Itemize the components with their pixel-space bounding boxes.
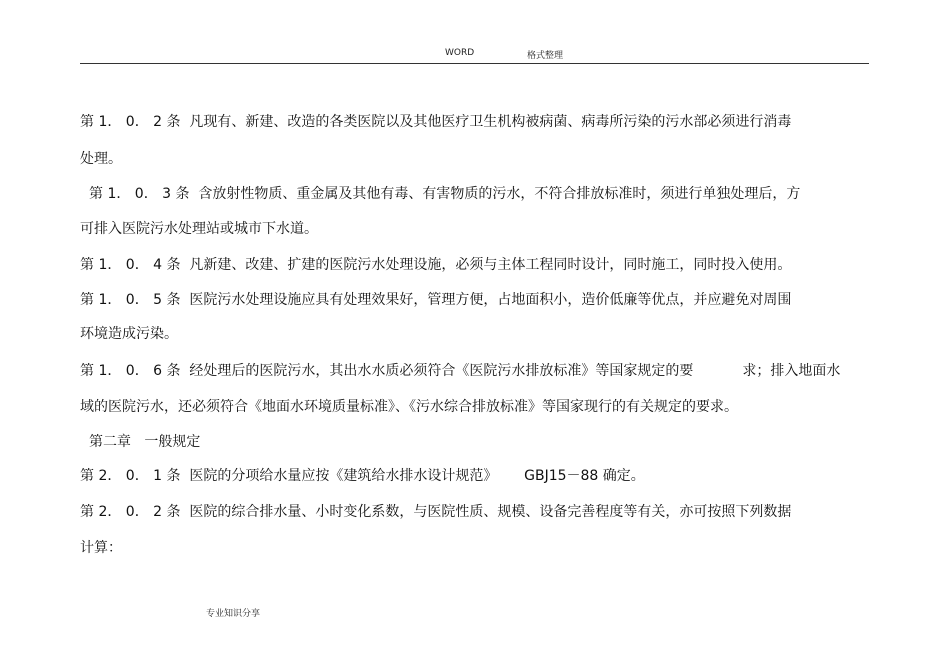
paragraph-line: 环境造成污染。 xyxy=(80,326,178,342)
paragraph-line: 计算： xyxy=(80,540,122,556)
paragraph-line: 第 1． 0． 3 条 含放射性物质、重金属及其他有毒、有害物质的污水，不符合排放标准时，须进行单独处理后，方 xyxy=(89,186,801,202)
header-left-label: WORD xyxy=(445,48,475,58)
paragraph-line: 第 1． 0． 5 条 医院污水处理设施应具有处理效果好，管理方便，占地面积小，造价低廉等优点，并应避免对周围 xyxy=(80,292,792,308)
paragraph-line: 第 1． 0． 2 条 凡现有、新建、改造的各类医院以及其他医疗卫生机构被病菌、病毒所污染的污水部必须进行消毒 xyxy=(80,114,792,130)
paragraph-line: 处理。 xyxy=(80,151,122,167)
paragraph-line: 第 1． 0． 4 条 凡新建、改建、扩建的医院污水处理设施，必须与主体工程同时设计，同时施工，同时投入使用。 xyxy=(80,257,792,273)
section-heading: 第二章 一般规定 xyxy=(89,434,201,450)
paragraph-line: 第 2． 0． 1 条 医院的分项给水量应按《建筑给水排水设计规范》 GBJ15－88 确定。 xyxy=(80,468,645,484)
footer-label: 专业知识分享 xyxy=(206,609,261,619)
header-rule xyxy=(80,63,869,64)
paragraph-line: 域的医院污水，还必须符合《地面水环境质量标准》、《污水综合排放标准》等国家现行的有关规定的要求。 xyxy=(80,399,738,415)
paragraph-line: 第 1． 0． 6 条 经处理后的医院污水，其出水水质必须符合《医院污水排放标准》等国家规定的要 求；排入地面水 xyxy=(80,363,841,379)
paragraph-line: 可排入医院污水处理站或城市下水道。 xyxy=(80,221,318,237)
header-right-label: 格式整理 xyxy=(527,51,564,61)
paragraph-line: 第 2． 0． 2 条 医院的综合排水量、小时变化系数，与医院性质、规模、设备完善程度等有关，亦可按照下列数据 xyxy=(80,504,792,520)
